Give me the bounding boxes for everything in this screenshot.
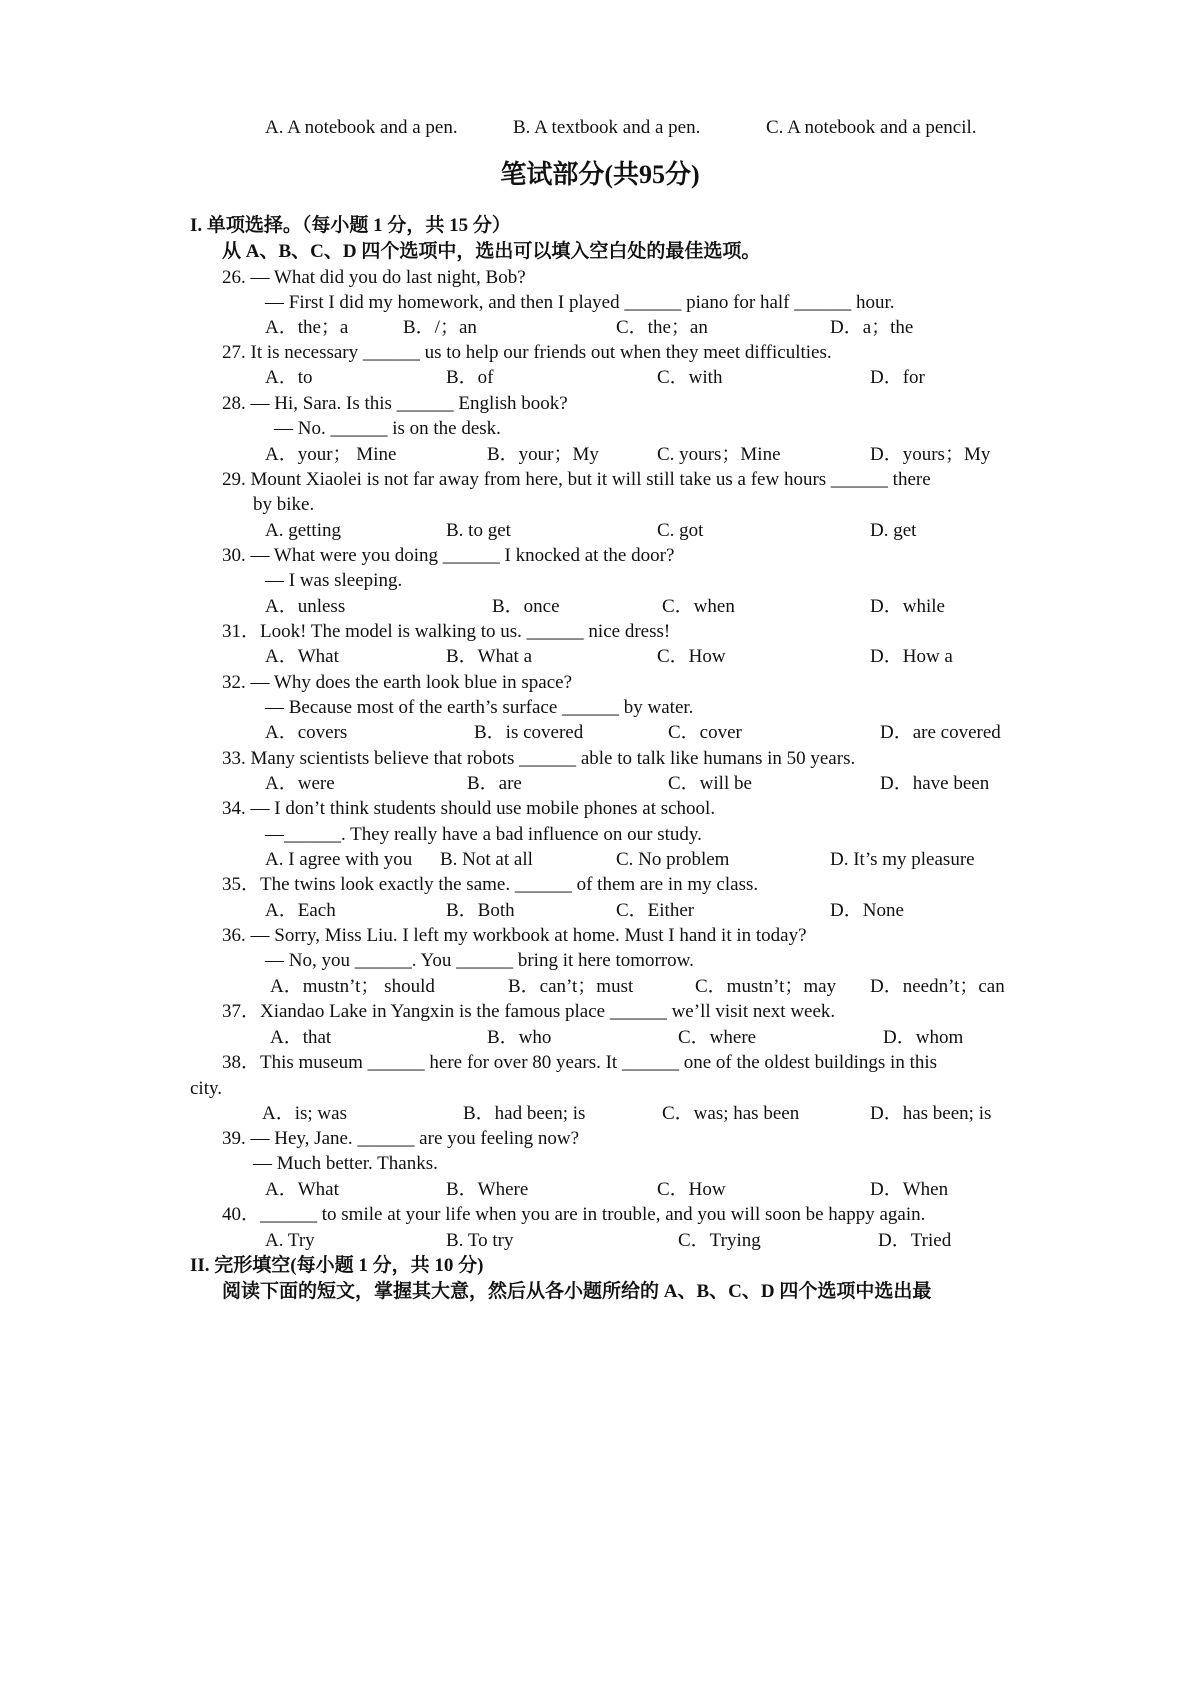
question-30-option-c: C．when <box>662 596 735 617</box>
question-40-line-1: 40．______ to smile at your life when you are in trouble, and you will soon be happy again. <box>222 1204 926 1225</box>
question-29-option-d: D. get <box>870 520 917 541</box>
question-33-option-d: D．have been <box>880 773 990 794</box>
question-40-option-b: B. To try <box>446 1230 514 1251</box>
question-34-option-c: C. No problem <box>616 849 730 870</box>
question-28-line-1: 28. — Hi, Sara. Is this ______ English book? <box>222 393 568 414</box>
prev-option-b: B. A textbook and a pen. <box>513 117 701 138</box>
question-40-option-a: A. Try <box>265 1230 315 1251</box>
question-26-option-c: C．the；an <box>616 317 708 338</box>
question-32-line-2: — Because most of the earth’s surface ______ by water. <box>265 697 694 718</box>
question-26-option-b: B．/；an <box>403 317 477 338</box>
question-26-option-d: D．a；the <box>830 317 914 338</box>
prev-option-a: A. A notebook and a pen. <box>265 117 458 138</box>
question-37-option-d: D．whom <box>883 1027 964 1048</box>
question-27-option-c: C．with <box>657 367 723 388</box>
question-32-option-d: D．are covered <box>880 722 1001 743</box>
question-35-option-c: C．Either <box>616 900 695 921</box>
question-38-option-c: C．was; has been <box>662 1103 800 1124</box>
question-31-option-d: D．How a <box>870 646 953 667</box>
question-38-option-b: B．had been; is <box>463 1103 586 1124</box>
question-28-option-a: A．your； Mine <box>265 444 397 465</box>
question-38-option-a: A．is; was <box>262 1103 347 1124</box>
question-30-option-d: D．while <box>870 596 945 617</box>
question-26-line-2: — First I did my homework, and then I played ______ piano for half ______ hour. <box>265 292 895 313</box>
question-29-line-1: 29. Mount Xiaolei is not far away from here, but it will still take us a few hours ______ there <box>222 469 931 490</box>
question-33-line-1: 33. Many scientists believe that robots ______ able to talk like humans in 50 years. <box>222 748 856 769</box>
question-36-option-d: D．needn’t；can <box>870 976 1005 997</box>
question-38-option-d: D．has been; is <box>870 1103 992 1124</box>
question-36-option-a: A．mustn’t； should <box>270 976 435 997</box>
question-28-option-b: B．your；My <box>487 444 599 465</box>
question-35-option-b: B．Both <box>446 900 515 921</box>
question-37-line-1: 37．Xiandao Lake in Yangxin is the famous place ______ we’ll visit next week. <box>222 1001 836 1022</box>
question-26-line-1: 26. — What did you do last night, Bob? <box>222 267 526 288</box>
question-37-option-b: B．who <box>487 1027 552 1048</box>
question-34-option-d: D. It’s my pleasure <box>830 849 975 870</box>
question-27-line-1: 27. It is necessary ______ us to help our friends out when they meet difficulties. <box>222 342 832 363</box>
question-39-option-c: C．How <box>657 1179 726 1200</box>
question-36-line-1: 36. — Sorry, Miss Liu. I left my workbook at home. Must I hand it in today? <box>222 925 807 946</box>
question-32-option-c: C．cover <box>668 722 742 743</box>
question-34-option-b: B. Not at all <box>440 849 533 870</box>
question-35-option-d: D．None <box>830 900 904 921</box>
question-32-line-1: 32. — Why does the earth look blue in space? <box>222 672 572 693</box>
question-39-option-b: B．Where <box>446 1179 529 1200</box>
question-34-line-1: 34. — I don’t think students should use mobile phones at school. <box>222 798 716 819</box>
question-36-option-c: C．mustn’t；may <box>695 976 837 997</box>
question-33-option-c: C．will be <box>668 773 752 794</box>
question-40-option-c: C．Trying <box>678 1230 761 1251</box>
question-30-option-a: A．unless <box>265 596 346 617</box>
question-39-option-d: D．When <box>870 1179 949 1200</box>
question-28-option-c: C. yours；Mine <box>657 444 781 465</box>
question-34-option-a: A. I agree with you <box>265 849 413 870</box>
question-28-option-d: D．yours；My <box>870 444 991 465</box>
question-29-option-c: C. got <box>657 520 704 541</box>
question-36-line-2: — No, you ______. You ______ bring it here tomorrow. <box>265 950 694 971</box>
question-31-option-c: C．How <box>657 646 726 667</box>
question-37-option-a: A．that <box>270 1027 332 1048</box>
question-33-option-a: A．were <box>265 773 335 794</box>
question-31-line-1: 31．Look! The model is walking to us. ______ nice dress! <box>222 621 671 642</box>
question-27-option-d: D．for <box>870 367 925 388</box>
section1-heading: I. 单项选择。（每小题 1 分，共 15 分） <box>190 215 511 236</box>
question-33-option-b: B．are <box>467 773 522 794</box>
question-29-line-2: by bike. <box>253 494 315 515</box>
section2-heading: II. 完形填空(每小题 1 分，共 10 分) <box>190 1255 484 1276</box>
question-34-line-2: —______. They really have a bad influence on our study. <box>265 824 702 845</box>
question-38-line-2: city. <box>190 1078 223 1099</box>
part-title: 笔试部分(共95分) <box>500 160 700 189</box>
question-37-option-c: C．where <box>678 1027 757 1048</box>
question-28-line-2: — No. ______ is on the desk. <box>274 418 501 439</box>
question-36-option-b: B．can’t；must <box>508 976 634 997</box>
question-27-option-a: A．to <box>265 367 313 388</box>
question-29-option-b: B. to get <box>446 520 511 541</box>
question-39-line-1: 39. — Hey, Jane. ______ are you feeling now? <box>222 1128 580 1149</box>
section2-instruction: 阅读下面的短文，掌握其大意，然后从各小题所给的 A、B、C、D 四个选项中选出最 <box>222 1281 932 1302</box>
section1-instruction: 从 A、B、C、D 四个选项中，选出可以填入空白处的最佳选项。 <box>222 241 761 262</box>
question-39-option-a: A．What <box>265 1179 339 1200</box>
prev-option-c: C. A notebook and a pencil. <box>766 117 977 138</box>
question-26-option-a: A．the；a <box>265 317 349 338</box>
question-31-option-b: B．What a <box>446 646 533 667</box>
question-35-line-1: 35．The twins look exactly the same. ______ of them are in my class. <box>222 874 759 895</box>
question-38-line-1: 38．This museum ______ here for over 80 years. It ______ one of the oldest buildings in this <box>222 1052 938 1073</box>
question-32-option-b: B．is covered <box>474 722 584 743</box>
question-30-line-1: 30. — What were you doing ______ I knocked at the door? <box>222 545 675 566</box>
question-29-option-a: A. getting <box>265 520 341 541</box>
question-40-option-d: D．Tried <box>878 1230 952 1251</box>
question-35-option-a: A．Each <box>265 900 336 921</box>
question-32-option-a: A．covers <box>265 722 348 743</box>
question-31-option-a: A．What <box>265 646 339 667</box>
question-30-line-2: — I was sleeping. <box>265 570 403 591</box>
question-27-option-b: B．of <box>446 367 494 388</box>
question-39-line-2: — Much better. Thanks. <box>253 1153 438 1174</box>
question-30-option-b: B．once <box>492 596 560 617</box>
